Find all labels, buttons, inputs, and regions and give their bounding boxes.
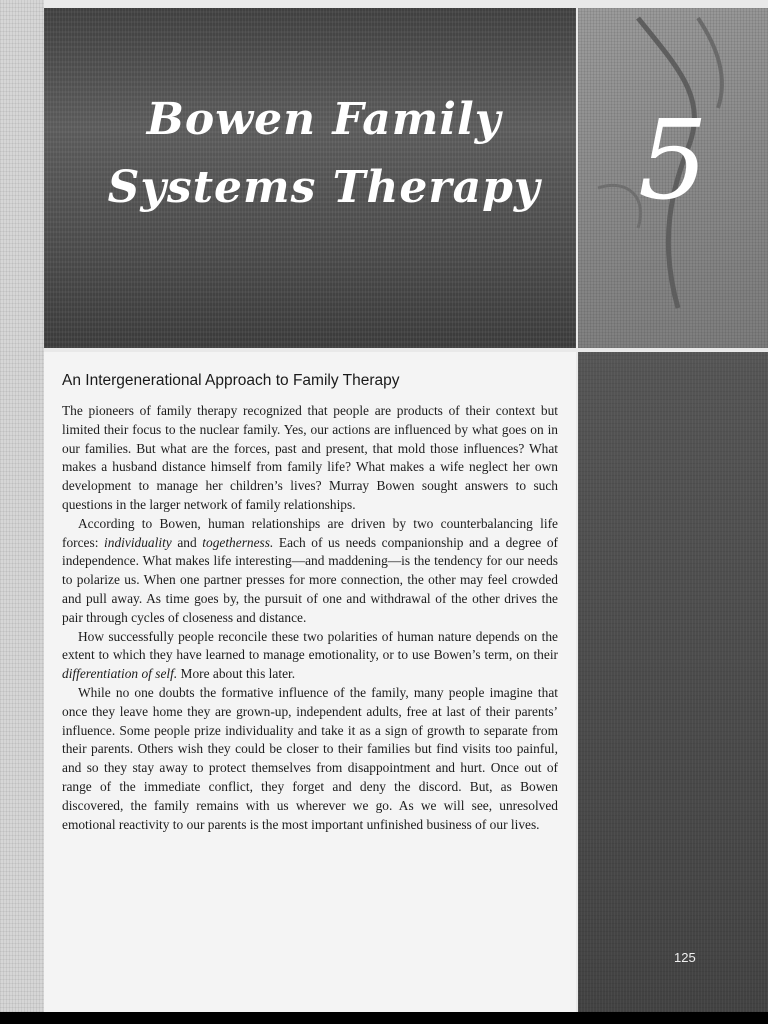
italic-term: differentiation of self. xyxy=(62,666,178,682)
section-heading: An Intergenerational Approach to Family Therapy xyxy=(62,372,400,389)
chapter-title xyxy=(104,86,544,222)
chapter-title-line-1: Bowen Family xyxy=(146,94,502,145)
text-run: While no one doubts the formative influence of the family, many people imagine that once they leave home they are grown-up, independent adults, free at last of their parents’ influence. Some people prize individuality and take it as a sign of growth to separate from their parents. Others wish they could be closer to their families but find visits too painful, and so they stay away to protect themselves from disappointment and hurt. Once out of range of the immediate conflict, they forget and deny the discord. But, as Bowen discovered, the family remains with us wherever we go. As we will see, unresolved emotional reactivity to our parents is the most important unfinished business of our lives. xyxy=(62,684,558,832)
text-run: More about this later. xyxy=(177,666,296,682)
chapter-title-line-2: Systems Therapy xyxy=(107,162,541,213)
chapter-number-panel xyxy=(578,8,768,348)
scan-bottom-edge xyxy=(0,1012,768,1024)
body-text xyxy=(62,402,558,834)
page-number: 125 xyxy=(674,950,696,965)
italic-term: individuality xyxy=(104,534,172,550)
paragraph xyxy=(62,515,558,628)
text-run: and xyxy=(171,534,203,550)
text-run: According to Bowen, human relationships are driven by two counterbalancing life forces: xyxy=(62,515,558,550)
italic-term: togetherness. xyxy=(202,534,274,550)
paragraph xyxy=(62,628,558,684)
chapter-title-banner xyxy=(44,8,576,348)
paragraph xyxy=(62,402,558,515)
page-left-margin xyxy=(0,0,44,1012)
text-column xyxy=(44,352,576,1012)
paragraph xyxy=(62,684,558,834)
side-decorative-strip xyxy=(578,352,768,1012)
text-run: How successfully people reconcile these two polarities of human nature depends on the extent to which they have learned to manage emotionality, or to use Bowen’s term, on their xyxy=(62,628,558,663)
text-run: The pioneers of family therapy recognized that people are products of their context but limited their focus to the nuclear family. Yes, our actions are influenced by what goes on in our families. But what are the forces, past and present, that mold those influences? What makes a husband distance himself from family life? What makes a wife neglect her own development to manage her children’s lives? Murray Bowen sought answers to such questions in the larger network of family relationships. xyxy=(62,403,558,512)
text-run: Each of us needs companionship and a degree of independence. What makes life interesting—and maddening—is the tendency for our needs to polarize us. When one partner presses for more connection, the other may feel crowded and pull away. As time goes by, the pursuit of one and withdrawal of the other drives the pair through cycles of closeness and distance. xyxy=(62,534,559,625)
chapter-number: 5 xyxy=(638,96,708,224)
